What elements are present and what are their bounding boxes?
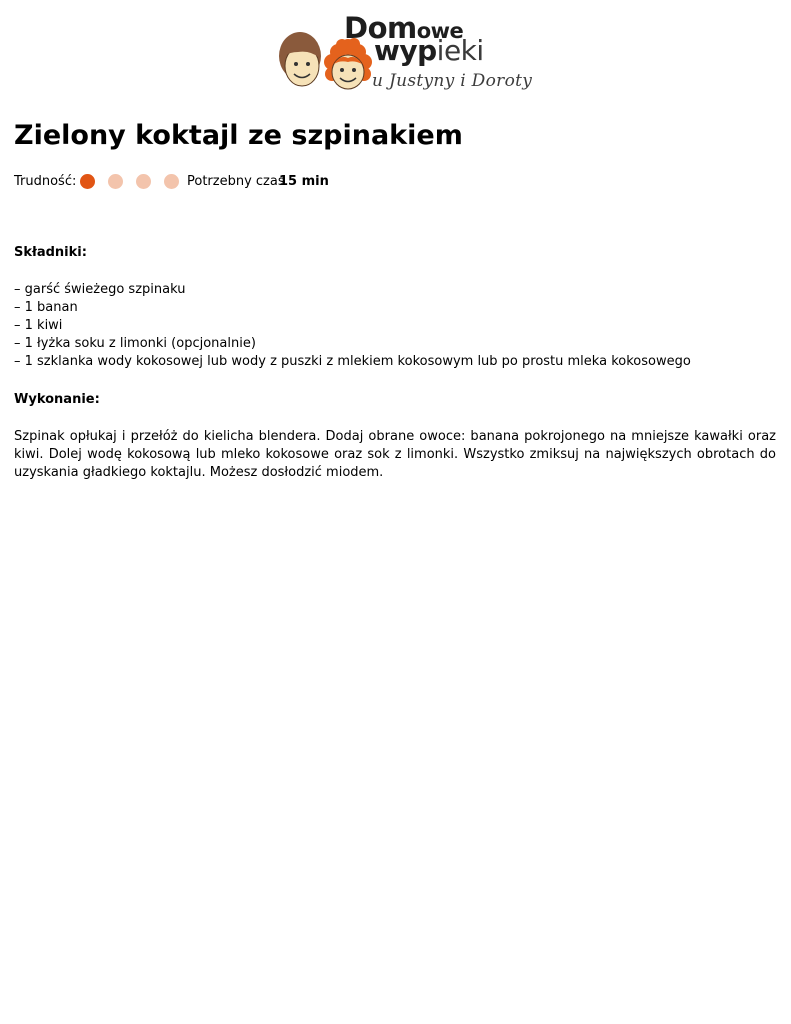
logo-text-wypieki: wypieki bbox=[374, 34, 484, 67]
ingredients-heading: Składniki: bbox=[14, 245, 87, 260]
time-value: 15 min bbox=[279, 174, 329, 189]
site-logo[interactable] bbox=[276, 11, 533, 96]
steps-heading: Wykonanie: bbox=[14, 392, 100, 407]
ingredient-item: – 1 banan bbox=[14, 300, 78, 315]
difficulty-dot bbox=[136, 174, 151, 189]
difficulty-dot bbox=[80, 174, 95, 189]
logo-tagline: u Justyny i Doroty bbox=[372, 71, 533, 91]
difficulty-dot bbox=[164, 174, 179, 189]
steps-text: Szpinak opłukaj i przełóż do kielicha blendera. Dodaj obrane owoce: banana pokrojonego na mniejsze kawałki oraz kiwi. Dolej wodę kokosową lub mleko kokosowe oraz sok z limonki. Wszystko zmiksuj na największych obrotach do uzyskania gładkiego koktajlu. Możesz dosłodzić miodem. bbox=[14, 429, 776, 480]
difficulty-label: Trudność: bbox=[14, 174, 77, 189]
ingredients-list bbox=[14, 281, 691, 371]
ingredient-item: – 1 łyżka soku z limonki (opcjonalnie) bbox=[14, 336, 256, 351]
ingredient-item: – 1 szklanka wody kokosowej lub wody z puszki z mlekiem kokosowym lub po prostu mleka kokosowego bbox=[14, 354, 691, 369]
recipe-title: Zielony koktajl ze szpinakiem bbox=[14, 120, 463, 151]
logo-text-domowe: Domowe bbox=[344, 11, 464, 45]
time-label: Potrzebny czas bbox=[187, 174, 285, 189]
ingredient-item: – 1 kiwi bbox=[14, 318, 63, 333]
ingredient-item: – garść świeżego szpinaku bbox=[14, 282, 186, 297]
difficulty-dot bbox=[108, 174, 123, 189]
